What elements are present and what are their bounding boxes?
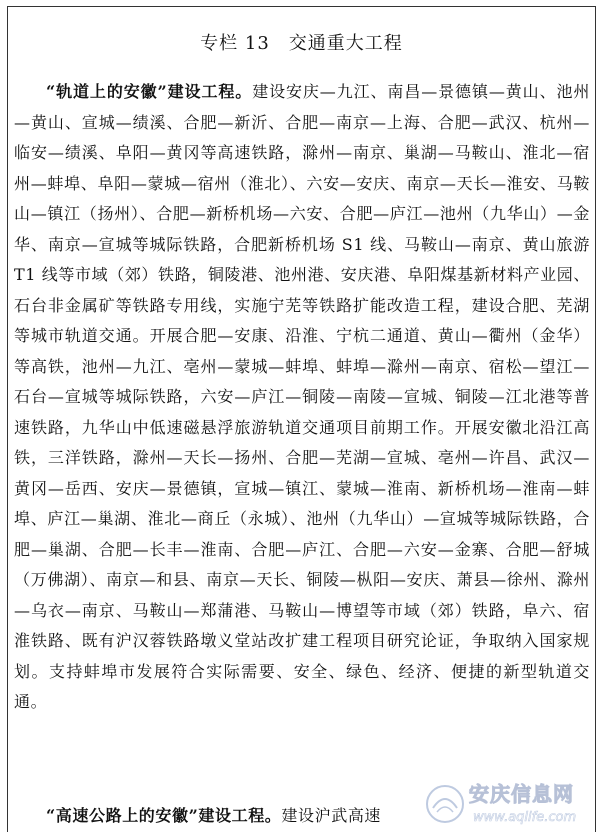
- feature-box: [7, 6, 596, 832]
- box-title: 专栏 13 交通重大工程: [200, 33, 403, 54]
- paragraph-rail-project: [14, 77, 590, 718]
- rail-project-heading: “轨道上的安徽”建设工程。: [46, 82, 253, 101]
- highway-project-body: 建设沪武高速: [281, 806, 382, 825]
- watermark-logo-icon: [423, 782, 467, 826]
- rail-project-body: 建设安庆—九江、南昌—景德镇—黄山、池州—黄山、宣城—绩溪、合肥—新沂、合肥—南京—上海、合肥—武汉、杭州—临安—绩溪、阜阳—黄冈等高速铁路，滁州—南京、巢湖—马鞍山、淮北—宿州—蚌埠、阜阳—蒙城—宿州（淮北）、六安—安庆、南京—天长—淮安、马鞍山—镇江（扬州）、合肥—新桥机场—六安、合肥—庐江—池州（九华山）—金华、南京—宣城等城际铁路，合肥新桥机场 S1 线、马鞍山—南京、黄山旅游 T1 线等市域（郊）铁路，铜陵港、池州港、安庆港、阜阳煤基新材料产业园、石台非金属矿等铁路专用线，实施宁芜等铁路扩能改造工程，建设合肥、芜湖等城市轨道交通。开展合肥—安康、沿淮、宁杭二通道、黄山—衢州（金华）等高铁，池州—九江、亳州—蒙城—蚌埠、蚌埠—滁州—南京、宿松—望江—石台—宣城等城际铁路，六安—庐江—铜陵—南陵—宣城、铜陵—江北港等普速铁路，九华山中低速磁悬浮旅游轨道交通项目前期工作。开展安徽北沿江高铁，三洋铁路，滁州—天长—扬州、合肥—芜湖—宣城、亳州—许昌、武汉—黄冈—岳西、安庆—景德镇，宣城—镇江、蒙城—淮南、新桥机场—淮南—蚌埠、庐江—巢湖、淮北—商丘（永城）、池州（九华山）—宣城等城际铁路，合肥—巢湖、合肥—长丰—淮南、合肥—庐江、合肥—六安—金寨、合肥—舒城（万佛湖）、南京—和县、南京—天长、铜陵—枞阳—安庆、萧县—徐州、滁州—乌衣—南京、马鞍山—郑蒲港、马鞍山—博望等市域（郊）铁路，阜六、宿淮铁路、既有沪汉蓉铁路墩义堂站改扩建工程项目研究论证，争取纳入国家规划。支持蚌埠市发展符合实际需要、安全、绿色、经济、便捷的新型轨道交通。: [14, 82, 590, 711]
- watermark-url: www.aqlife.com: [473, 810, 577, 825]
- watermark-text: 安庆信息网: [469, 782, 574, 806]
- site-watermark: [423, 776, 603, 836]
- highway-project-heading: “高速公路上的安徽”建设工程。: [46, 806, 282, 825]
